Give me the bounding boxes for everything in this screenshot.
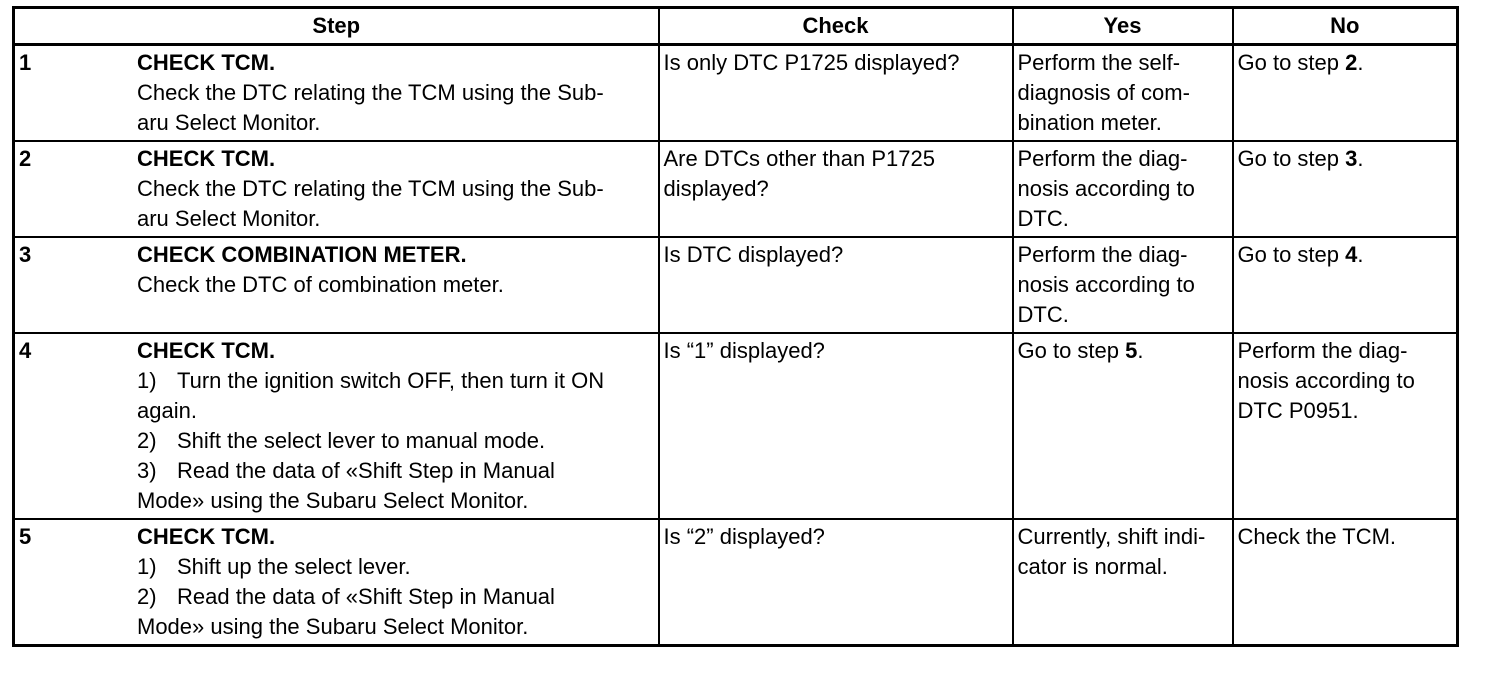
no-cell: [1233, 519, 1458, 646]
no-cell: [1233, 45, 1458, 142]
step-cell: [14, 45, 659, 142]
yes-text: Currently, shift indi-: [1017, 524, 1206, 549]
header-row: [14, 8, 1458, 45]
step-number: 2: [19, 146, 32, 171]
substep-line: [137, 456, 652, 486]
substep-line: [137, 366, 652, 396]
table-row: [14, 141, 1458, 237]
substep-text: Mode» using the Subaru Select Monitor.: [137, 614, 529, 639]
step-number: 5: [19, 524, 32, 549]
substep-text: Shift up the select lever.: [177, 554, 411, 579]
check-text: Is “1” displayed?: [663, 338, 825, 363]
yes-cell: [1013, 519, 1233, 646]
substep-index: 2): [137, 584, 157, 609]
substep-line: [137, 552, 652, 582]
yes-text: cator is normal.: [1017, 554, 1168, 579]
yes-text: DTC.: [1017, 302, 1069, 327]
substep-index: 2): [137, 428, 157, 453]
step-description-line: aru Select Monitor.: [137, 110, 321, 135]
no-text-suffix: .: [1357, 242, 1364, 267]
substep-text: Turn the ignition switch OFF, then turn it ON: [177, 368, 605, 393]
yes-text: nosis according to: [1017, 176, 1195, 201]
header-no: No: [1233, 8, 1458, 45]
step-cell: [14, 333, 659, 519]
no-text: DTC P0951.: [1237, 398, 1359, 423]
substep-line: [137, 426, 652, 456]
check-text: displayed?: [663, 176, 769, 201]
check-cell: [659, 141, 1013, 237]
step-reference: 5: [1125, 338, 1138, 363]
yes-text: Perform the diag-: [1017, 146, 1188, 171]
step-title: CHECK TCM.: [137, 524, 276, 549]
yes-text: nosis according to: [1017, 272, 1195, 297]
header-yes: Yes: [1013, 8, 1233, 45]
no-text: Perform the diag-: [1237, 338, 1408, 363]
header-check: Check: [659, 8, 1013, 45]
check-text: Is only DTC P1725 displayed?: [663, 50, 960, 75]
no-cell: [1233, 237, 1458, 333]
check-text: Is DTC displayed?: [663, 242, 844, 267]
step-cell: [14, 519, 659, 646]
step-cell: [14, 141, 659, 237]
step-number: 1: [19, 50, 32, 75]
substep-index: 1): [137, 554, 157, 579]
check-text: Is “2” displayed?: [663, 524, 825, 549]
no-text: Check the TCM.: [1237, 524, 1397, 549]
no-text: Go to step: [1237, 146, 1346, 171]
header-step: Step: [14, 8, 659, 45]
substep-text: Mode» using the Subaru Select Monitor.: [137, 488, 529, 513]
table-row: [14, 45, 1458, 142]
step-title: CHECK TCM.: [137, 50, 276, 75]
table-row: [14, 333, 1458, 519]
substep-text: Read the data of «Shift Step in Manual: [177, 458, 555, 483]
yes-text: bination meter.: [1017, 110, 1162, 135]
no-text-suffix: .: [1357, 50, 1364, 75]
yes-cell: [1013, 333, 1233, 519]
step-number: 3: [19, 242, 32, 267]
substep-line: [137, 582, 652, 612]
step-number: 4: [19, 338, 32, 363]
check-cell: [659, 237, 1013, 333]
yes-text: DTC.: [1017, 206, 1069, 231]
yes-cell: [1013, 141, 1233, 237]
no-cell: [1233, 333, 1458, 519]
no-cell: [1233, 141, 1458, 237]
step-description-line: Check the DTC relating the TCM using the Sub-: [137, 176, 604, 201]
no-text-suffix: .: [1357, 146, 1364, 171]
step-title: CHECK TCM.: [137, 338, 276, 363]
yes-text: Perform the diag-: [1017, 242, 1188, 267]
yes-cell: [1013, 237, 1233, 333]
yes-text: Perform the self-: [1017, 50, 1181, 75]
diagnostic-table: [12, 6, 1459, 647]
yes-text-suffix: .: [1137, 338, 1144, 363]
no-text: nosis according to: [1237, 368, 1415, 393]
substep-text: again.: [137, 398, 197, 423]
check-text: Are DTCs other than P1725: [663, 146, 935, 171]
substep-text: Read the data of «Shift Step in Manual: [177, 584, 555, 609]
yes-cell: [1013, 45, 1233, 142]
step-description-line: aru Select Monitor.: [137, 206, 321, 231]
step-title: CHECK TCM.: [137, 146, 276, 171]
step-description-line: Check the DTC of combination meter.: [137, 272, 504, 297]
step-title: CHECK COMBINATION METER.: [137, 242, 467, 267]
yes-text: diagnosis of com-: [1017, 80, 1190, 105]
check-cell: [659, 519, 1013, 646]
substep-index: 3): [137, 458, 157, 483]
no-text: Go to step: [1237, 50, 1346, 75]
table-row: [14, 519, 1458, 646]
no-text: Go to step: [1237, 242, 1346, 267]
yes-text: Go to step: [1017, 338, 1126, 363]
step-description-line: Check the DTC relating the TCM using the Sub-: [137, 80, 604, 105]
step-reference: 3: [1345, 146, 1358, 171]
substep-index: 1): [137, 368, 157, 393]
step-cell: [14, 237, 659, 333]
table-row: [14, 237, 1458, 333]
check-cell: [659, 333, 1013, 519]
substep-text: Shift the select lever to manual mode.: [177, 428, 546, 453]
step-reference: 2: [1345, 50, 1358, 75]
check-cell: [659, 45, 1013, 142]
step-reference: 4: [1345, 242, 1358, 267]
